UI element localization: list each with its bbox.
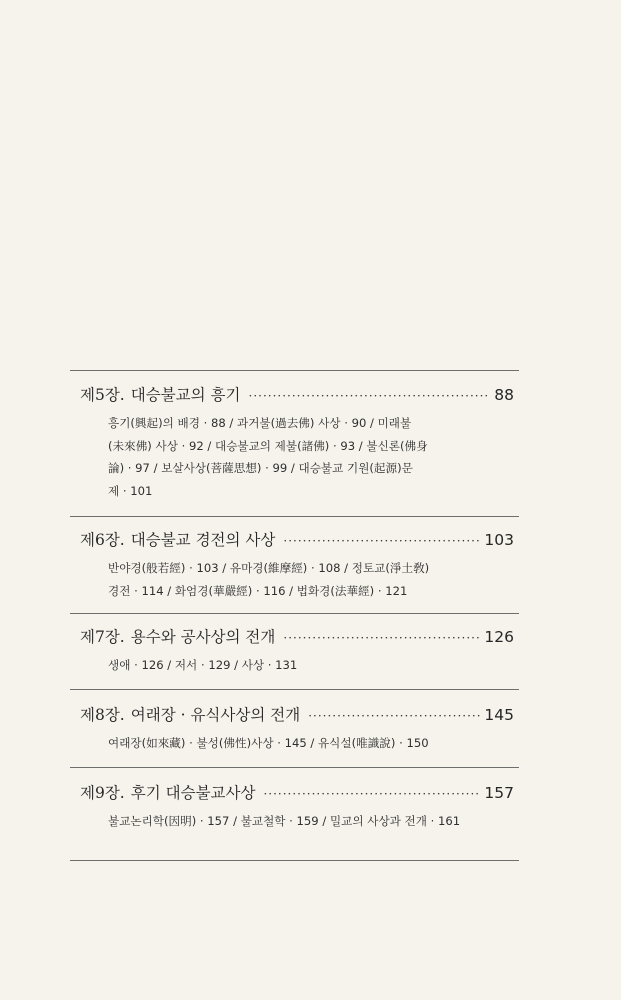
entry-line: 論) · 97 / 보살사상(菩薩思想) · 99 / 대승불교 기원(起源)문 <box>108 461 413 475</box>
entry-line: 여래장(如來藏) · 불성(佛性)사상 · 145 / 유식설(唯識說) · 150 <box>108 736 429 750</box>
entry-line: 경전 · 114 / 화엄경(華嚴經) · 116 / 법화경(法華經) · 121 <box>108 583 408 598</box>
chapter-title: 용수와 공사상의 전개 <box>130 628 276 646</box>
entry-line: 반야경(般若經) · 103 / 유마경(維摩經) · 108 / 정토교(淨土敎) <box>108 561 430 575</box>
divider-rule <box>70 767 519 768</box>
entry-line: (未來佛) 사상 · 92 / 대승불교의 제불(諸佛) · 93 / 불신론(佛身 <box>108 438 428 453</box>
chapter-8 <box>80 704 514 755</box>
chapter-6 <box>80 529 514 602</box>
section-entries <box>80 412 488 502</box>
chapter-page-number: 157 <box>484 784 514 802</box>
entry-line: 제 · 101 <box>108 483 153 498</box>
section-entries <box>80 654 488 677</box>
section-entries <box>80 810 488 833</box>
divider-rule <box>70 516 519 517</box>
dot-leader <box>283 530 480 552</box>
divider-rule <box>70 860 519 861</box>
entry-line: 생애 · 126 / 저서 · 129 / 사상 · 131 <box>108 658 298 672</box>
dot-leader <box>308 705 480 727</box>
chapter-number: 제8장. <box>80 706 125 724</box>
entry-line: 불교논리학(因明) · 157 / 불교철학 · 159 / 밀교의 사상과 전개 · 161 <box>108 814 461 828</box>
chapter-title: 대승불교의 흥기 <box>130 386 241 404</box>
chapter-title: 후기 대승불교사상 <box>130 784 256 802</box>
chapter-heading <box>80 384 514 407</box>
dot-leader <box>263 783 480 805</box>
chapter-number: 제5장. <box>80 386 125 404</box>
chapter-number: 제6장. <box>80 531 125 549</box>
chapter-number: 제7장. <box>80 628 125 646</box>
chapter-page-number: 126 <box>484 628 514 646</box>
divider-rule <box>70 370 519 371</box>
chapter-7 <box>80 626 514 677</box>
divider-rule <box>70 613 519 614</box>
chapter-title: 여래장 · 유식사상의 전개 <box>130 706 301 724</box>
chapter-page-number: 145 <box>484 706 514 724</box>
chapter-5 <box>80 384 514 502</box>
chapter-heading <box>80 704 514 727</box>
entry-line: 흥기(興起)의 배경 · 88 / 과거불(過去佛) 사상 · 90 / 미래불 <box>108 416 412 430</box>
dot-leader <box>283 627 480 649</box>
chapter-heading <box>80 529 514 552</box>
chapter-page-number: 88 <box>494 386 514 404</box>
chapter-number: 제9장. <box>80 784 125 802</box>
divider-rule <box>70 689 519 690</box>
chapter-title: 대승불교 경전의 사상 <box>130 531 276 549</box>
chapter-9 <box>80 782 514 833</box>
chapter-page-number: 103 <box>484 531 514 549</box>
chapter-heading <box>80 626 514 649</box>
section-entries <box>80 557 488 602</box>
section-entries <box>80 732 488 755</box>
chapter-heading <box>80 782 514 805</box>
dot-leader <box>249 385 491 407</box>
